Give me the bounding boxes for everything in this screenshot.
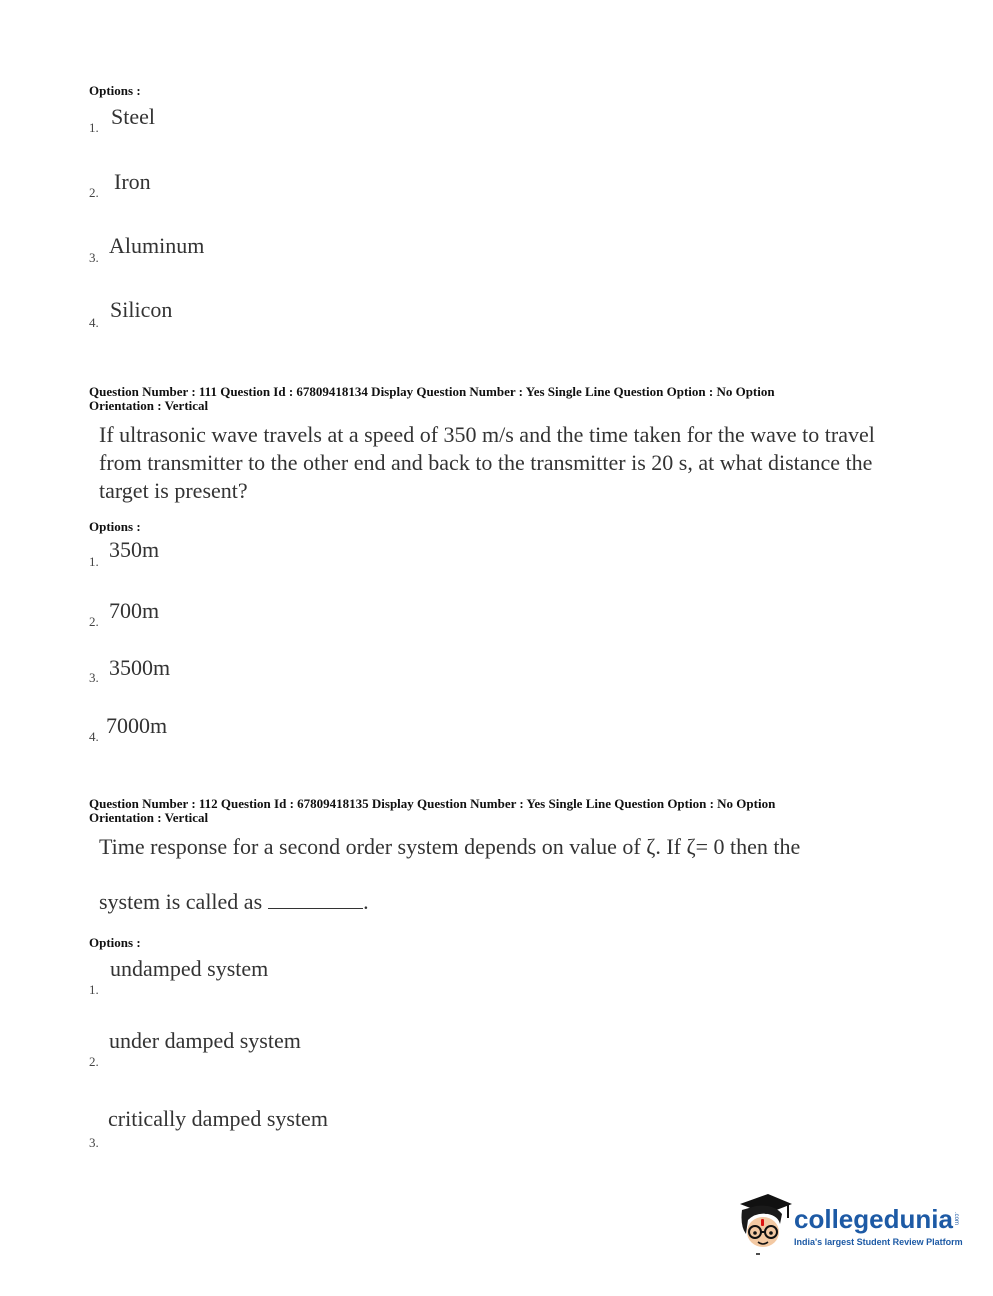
- question-text: Time response for a second order system depends on value of ζ. If ζ= 0 then the: [99, 834, 801, 859]
- option-number: 3.: [89, 250, 99, 265]
- logo-name: collegedunia: [794, 1204, 953, 1234]
- option-text[interactable]: Silicon: [110, 297, 173, 322]
- question-text: system is called as: [99, 889, 263, 914]
- student-mascot-icon: [734, 1190, 794, 1256]
- option-text[interactable]: 350m: [109, 537, 160, 562]
- answer-blank: [268, 888, 363, 909]
- option-text[interactable]: undamped system: [110, 956, 269, 981]
- option-number: 4.: [89, 729, 99, 744]
- options-label: Options :: [89, 935, 141, 950]
- option-number: 1.: [89, 120, 99, 135]
- option-number: 3.: [89, 670, 99, 685]
- option-number: 2.: [89, 185, 99, 200]
- option-text[interactable]: critically damped system: [108, 1106, 328, 1131]
- option-text[interactable]: Iron: [114, 169, 151, 194]
- option-text[interactable]: 3500m: [109, 655, 171, 680]
- option-text[interactable]: under damped system: [109, 1028, 301, 1053]
- logo-domain: .com: [953, 1212, 959, 1226]
- option-number: 2.: [89, 614, 99, 629]
- question-text: If ultrasonic wave travels at a speed of 350 m/s and the time taken for the wave to travel from transmitter to the other end and back to the transmitter is 20 s, at what distance the target is present?: [99, 422, 875, 503]
- option-number: 3.: [89, 1135, 99, 1150]
- question-meta-line: Orientation : Vertical: [89, 810, 209, 825]
- option-number: 2.: [89, 1054, 99, 1069]
- question-text-end: .: [363, 889, 369, 914]
- options-label: Options :: [89, 519, 141, 534]
- option-number: 4.: [89, 315, 99, 330]
- option-number: 1.: [89, 982, 99, 997]
- question-meta-line: Question Number : 112 Question Id : 67809418135 Display Question Number : Yes Single Line Question Option : No Option: [89, 796, 776, 811]
- options-label: Options :: [89, 83, 141, 98]
- collegedunia-logo[interactable]: [734, 1190, 964, 1260]
- option-text[interactable]: 700m: [109, 598, 160, 623]
- option-text[interactable]: 7000m: [106, 713, 168, 738]
- question-meta-line: Question Number : 111 Question Id : 67809418134 Display Question Number : Yes Single Line Question Option : No Option: [89, 384, 775, 399]
- question-meta: [89, 385, 889, 413]
- logo-tagline: India's largest Student Review Platform: [794, 1237, 963, 1247]
- option-text[interactable]: Steel: [111, 104, 155, 129]
- option-number: 1.: [89, 554, 99, 569]
- question-text-blank-line: [99, 888, 889, 916]
- question-meta: [89, 797, 889, 825]
- option-text[interactable]: Aluminum: [109, 233, 205, 258]
- question-meta-line: Orientation : Vertical: [89, 398, 209, 413]
